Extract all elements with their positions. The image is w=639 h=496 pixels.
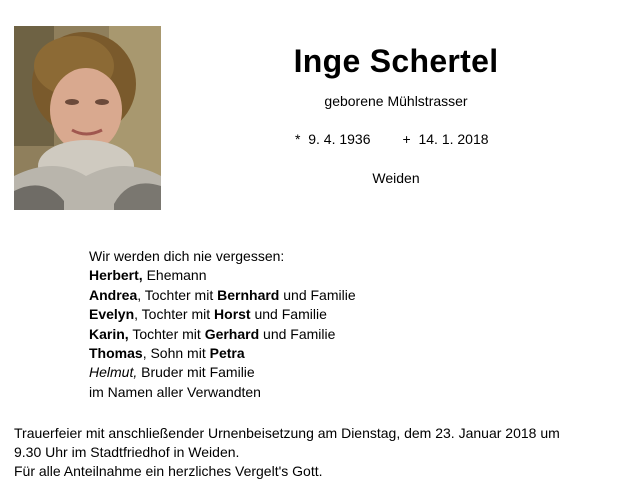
mourner-relation: Tochter mit — [128, 325, 205, 342]
mourner-relation: , Tochter mit — [134, 306, 215, 323]
life-dates — [295, 131, 489, 147]
mourner-relation: und Familie — [259, 325, 336, 342]
mourner-relation: und Familie — [279, 286, 356, 303]
mourner-name: Gerhard — [204, 325, 260, 342]
ceremony-line-2: 9.30 Uhr im Stadtfriedhof in Weiden. — [14, 444, 240, 460]
mourner-name: Thomas — [89, 345, 143, 362]
mourner-line — [89, 344, 356, 363]
portrait-photo — [14, 26, 161, 210]
mourner-name-italic: Helmut, — [89, 364, 138, 381]
mourner-line — [89, 286, 356, 305]
birth-name: geborene Mühlstrasser — [324, 93, 468, 109]
mourner-line — [89, 305, 356, 324]
mourner-line — [89, 266, 356, 285]
mourner-relation: Bruder mit Familie — [137, 364, 255, 381]
mourner-name: Horst — [214, 306, 251, 323]
mourner-relation: und Familie — [250, 306, 327, 323]
ceremony-line-1: Trauerfeier mit anschließender Urnenbeisetzung am Dienstag, dem 23. Januar 2018 um — [14, 425, 560, 441]
death-date: + 14. 1. 2018 — [402, 131, 489, 147]
mourners-list — [89, 247, 356, 402]
mourner-line — [89, 383, 356, 402]
mourner-line — [89, 363, 356, 382]
mourner-relation: , Sohn mit — [142, 345, 210, 362]
mourner-name: Evelyn — [89, 306, 135, 323]
deceased-name: Inge Schertel — [293, 43, 499, 79]
mourner-line — [89, 325, 356, 344]
mourners-intro: Wir werden dich nie vergessen: — [89, 248, 285, 264]
mourner-name: Karin, — [89, 325, 129, 342]
thanks-line: Für alle Anteilnahme ein herzliches Vergelt's Gott. — [14, 463, 323, 479]
mourner-name: Petra — [209, 345, 245, 362]
mourner-name: Andrea — [89, 286, 138, 303]
mourner-name: Bernhard — [217, 286, 280, 303]
mourner-relation: im Namen aller Verwandten — [89, 383, 261, 400]
birth-date: * 9. 4. 1936 — [295, 131, 371, 147]
mourner-relation: , Tochter mit — [137, 286, 218, 303]
ceremony-notice — [14, 424, 560, 481]
mourner-relation: Ehemann — [142, 267, 207, 284]
mourner-lines — [89, 266, 356, 402]
place: Weiden — [372, 170, 420, 186]
mourner-name: Herbert, — [89, 267, 143, 284]
